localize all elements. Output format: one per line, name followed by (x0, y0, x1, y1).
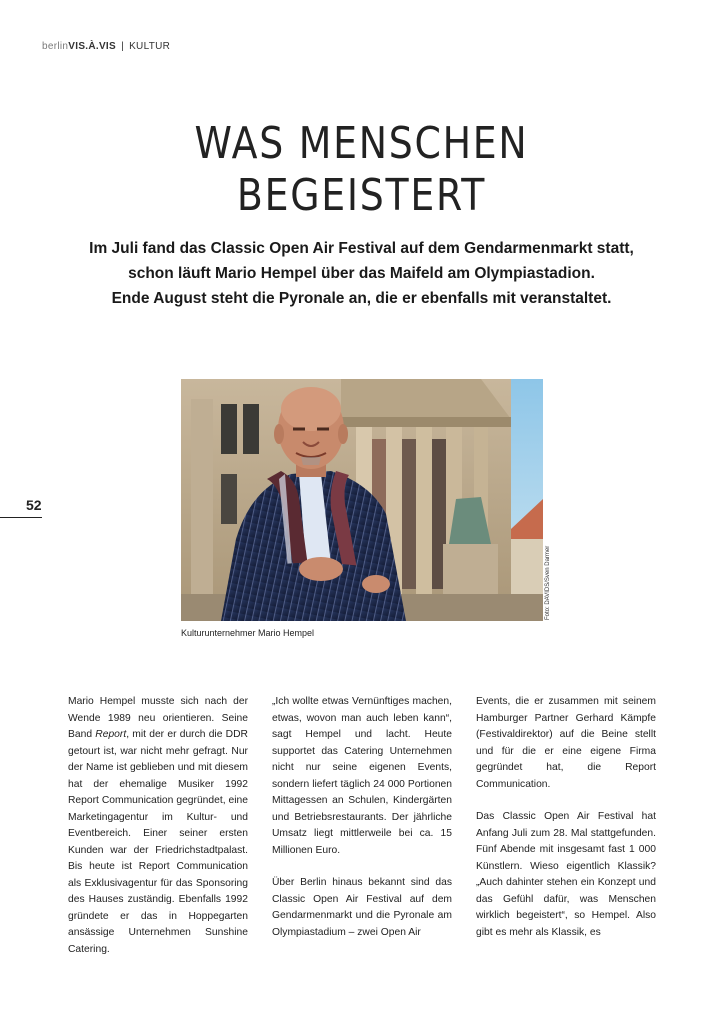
column-1-text-a: Mario Hempel musste sich nach der Wende 1989 neu orientieren. Seine Band (68, 696, 248, 740)
article-title (51, 118, 673, 222)
magazine-header (42, 41, 170, 52)
portrait-photo-illustration (181, 379, 543, 621)
lede-line-1: Im Juli fand das Classic Open Air Festival auf dem Gendarmenmarkt statt, (89, 240, 634, 257)
column-2-paragraph-1: „Ich wollte etwas Vernünftiges machen, etwas, wovon man auch leben kann“, sagt Hempel und lacht. Heute supportet das Catering Unternehmen nicht nur seine eigenen Events, sondern liefert täglich 24 000 Portionen Mittagessen an Schulen, Kindergärten und Betriebsrestaurants. Der jährliche Umsatz liegt mittlerweile bei ca. 15 Millionen Euro. (272, 696, 452, 856)
photo-credit: Foto: DAVIDS/Sven Darmer (545, 545, 551, 620)
portrait-photo (181, 379, 543, 621)
brand-visavis: VIS.À.VIS (68, 41, 116, 52)
band-name-emphasis: Report (95, 729, 127, 740)
column-3-paragraph-2: Das Classic Open Air Festival hat Anfang Juli zum 28. Mal stattgefunden. Fünf Abende mit insgesamt fast 1 000 Künstlern. Wieso eigentlich Klassik? „Auch dahinter stehen ein Konzept und das Gefühl dafür, was Menschen wirklich begeistert“, so Hempel. Also gibt es mehr als Klassik, es (476, 811, 656, 938)
body-column-2 (272, 694, 452, 957)
article-title-line-2: BEGEISTERT (236, 170, 487, 221)
section-label: KULTUR (129, 41, 171, 52)
brand-berlin: berlin (42, 41, 69, 52)
body-column-3 (476, 694, 656, 957)
column-3-paragraph-1: Events, die er zusammen mit seinem Hamburger Partner Gerhard Kämpfe (Festivaldirektor) auf die Beine stellt und für die er eine eigene Firma gegründet hat, die Report Communication. (476, 696, 656, 790)
header-separator: | (121, 41, 124, 52)
column-2-paragraph-2: Über Berlin hinaus bekannt sind das Classic Open Air Festival auf dem Gendarmenmarkt und die Pyronale am Olympiastadium – zwei Open Air (272, 877, 452, 938)
column-1-paragraph-1 (68, 694, 248, 958)
article-title-line-1: WAS MENSCHEN (194, 118, 529, 169)
lede-line-3: Ende August steht die Pyronale an, die er ebenfalls mit veranstaltet. (111, 290, 612, 307)
body-column-1 (68, 694, 248, 974)
page-number: 52 (26, 497, 42, 513)
column-1-text-b: , mit der er durch die DDR getourt ist, war nicht mehr gefragt. Nur der Name ist geblieben und mit diesem hat der ehemalige Musiker 1992 Report Communication gegründet, eine Marketingagentur im Kultur- und Eventbereich. Einer seiner ersten Kunden war der Friedrichstadtpalast. Bis heute ist Report Communication als Exklusivagentur für das Sponsoring des Hauses zuständig. Ebenfalls 1992 gründete er das in Hoppegarten ansässige Unternehmen Sunshine Catering. (68, 729, 248, 955)
article-lede (60, 236, 663, 311)
page-number-rule (0, 517, 42, 518)
photo-caption: Kulturunternehmer Mario Hempel (181, 628, 315, 638)
lede-line-2: schon läuft Mario Hempel über das Maifeld am Olympiastadion. (128, 265, 595, 282)
